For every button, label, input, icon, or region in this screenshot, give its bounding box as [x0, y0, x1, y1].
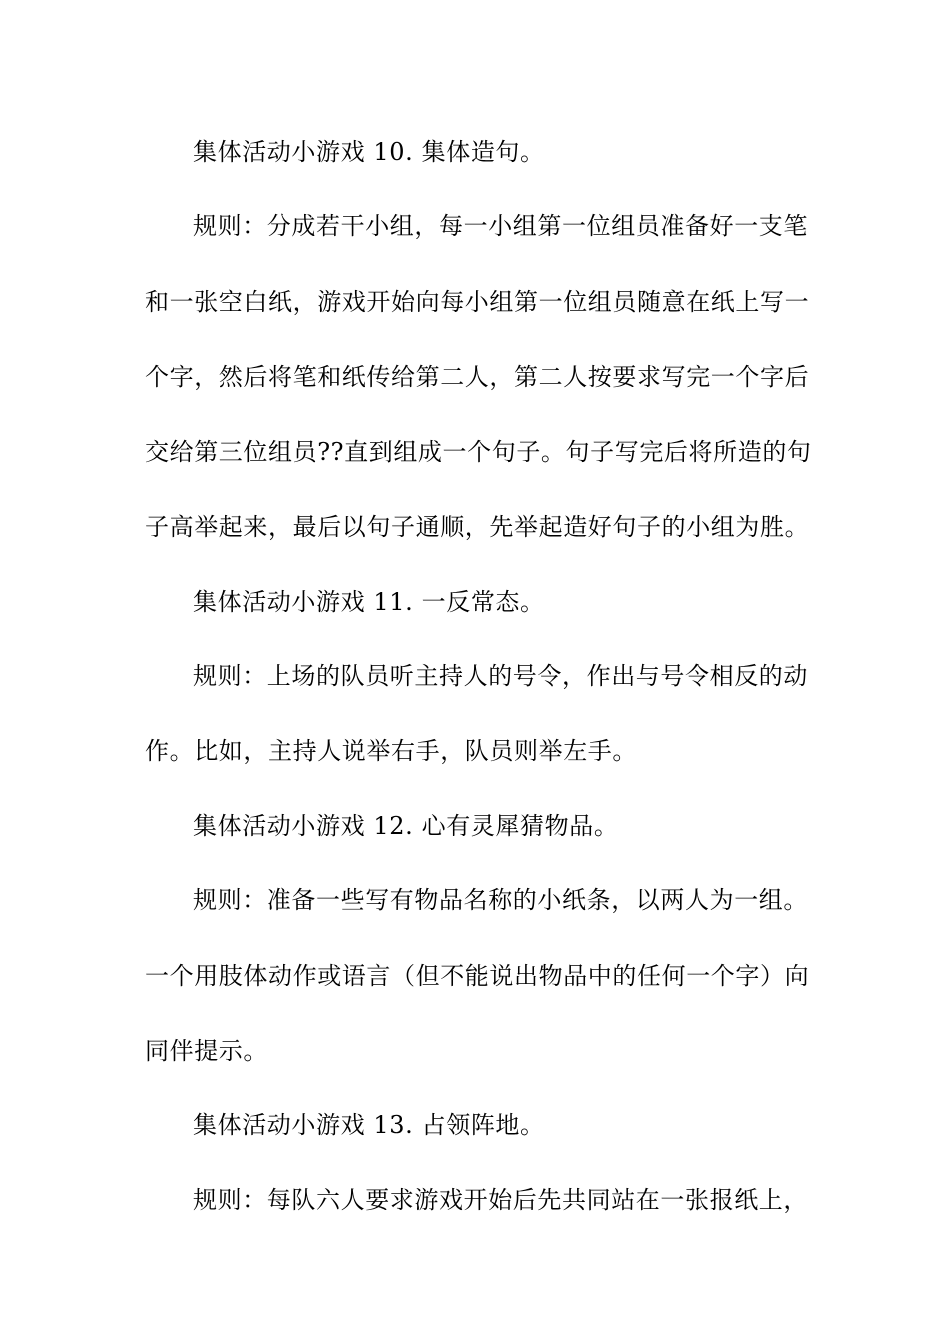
rule-10-line-4: 交给第三位组员??直到组成一个句子。句子写完后将所造的句	[145, 438, 812, 466]
rule-10-line-1: 规则：分成若干小组，每一小组第一位组员准备好一支笔	[193, 212, 808, 240]
rule-13-line-1: 规则：每队六人要求游戏开始后先共同站在一张报纸上，	[193, 1186, 808, 1214]
heading-game-13: 集体活动小游戏 13. 占领阵地。	[193, 1111, 545, 1139]
heading-game-12: 集体活动小游戏 12. 心有灵犀猜物品。	[193, 812, 619, 840]
rule-12-line-1: 规则：准备一些写有物品名称的小纸条，以两人为一组。	[193, 886, 808, 914]
rule-10-line-3: 个字，然后将笔和纸传给第二人，第二人按要求写完一个字后	[145, 363, 810, 391]
heading-game-11: 集体活动小游戏 11. 一反常态。	[193, 588, 545, 616]
rule-10-line-5: 子高举起来，最后以句子通顺，先举起造好句子的小组为胜。	[145, 513, 810, 541]
heading-game-10: 集体活动小游戏 10. 集体造句。	[193, 138, 545, 166]
rule-11-line-2: 作。比如，主持人说举右手，队员则举左手。	[145, 737, 637, 765]
rule-12-line-2: 一个用肢体动作或语言（但不能说出物品中的任何一个字）向	[145, 962, 810, 990]
rule-11-line-1: 规则：上场的队员听主持人的号令，作出与号令相反的动	[193, 662, 808, 690]
rule-12-line-3: 同伴提示。	[145, 1037, 268, 1065]
rule-10-line-2: 和一张空白纸，游戏开始向每小组第一位组员随意在纸上写一	[145, 288, 810, 316]
